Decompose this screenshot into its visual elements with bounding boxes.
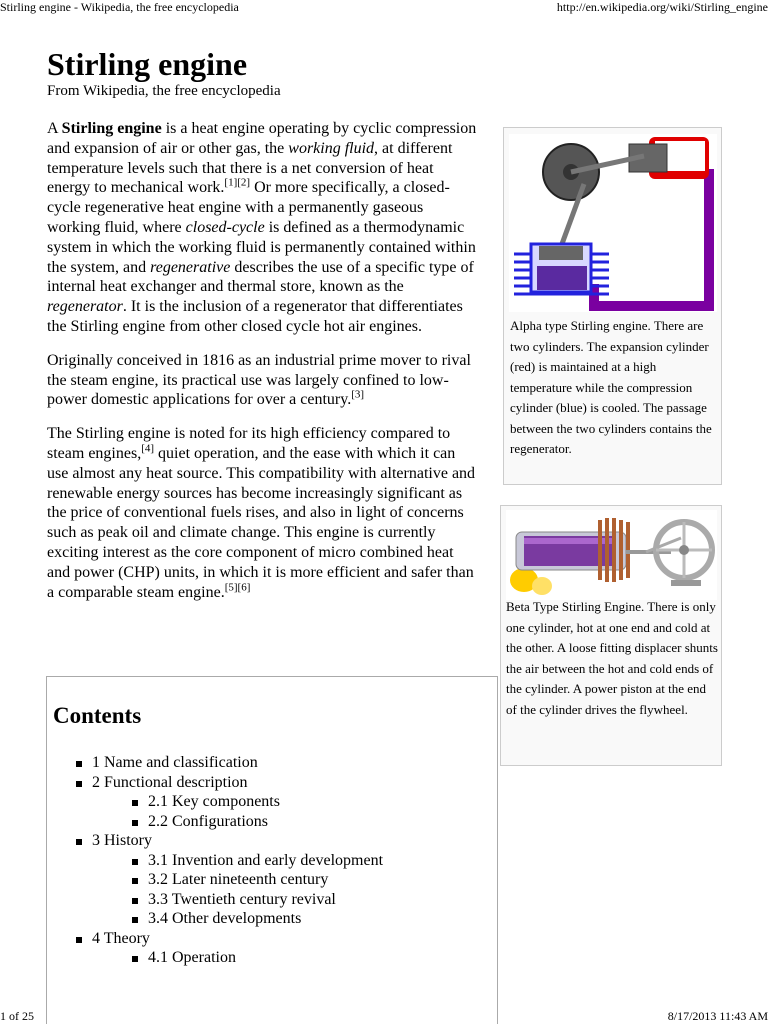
toc-sublist [92,792,383,831]
page-subtitle: From Wikipedia, the free encyclopedia [47,83,281,99]
ref-3[interactable]: [3] [351,389,365,402]
print-datetime: 8/17/2013 11:43 AM [667,1009,768,1023]
beta-engine-image[interactable] [506,510,717,600]
ref-1[interactable]: [1] [224,177,238,190]
toc-item[interactable]: 3 History 3.1 Invention and early development 3.2 Later nineteenth century 3.3 Twentieth century revival 3.4 Other developments [75,831,383,929]
link-regenerator[interactable]: regenerator [47,298,123,316]
figure-beta-stirling [500,505,722,766]
alpha-engine-diagram [509,134,717,312]
toc-subitem[interactable]: 3.4 Other developments [131,909,383,929]
beta-engine-diagram [506,510,717,600]
toc-subitem[interactable]: 2.1 Key components [131,792,383,812]
toc-subitem[interactable]: 3.3 Twentieth century revival [131,890,383,910]
toc-item[interactable]: 4 Theory 4.1 Operation [75,929,383,968]
toc-item[interactable]: 1 Name and classification [75,753,383,773]
intro-paragraph-3: The Stirling engine is noted for its high efficiency compared to steam engines,[4] quiet operation, and the ease with which it can use almost any heat source. This compatibility with alternative and renewable energy sources has become increasingly significant as the price of conventional fuels rises, and also in light of concerns such as peak oil and climate change. This engine is currently exciting interest as the core component of micro combined heat and power (CHP) units, in which it is more efficient and safer than a comparable steam engine.[5][6] [47,425,476,601]
article-body [47,119,477,616]
figure-beta-caption: Beta Type Stirling Engine. There is only one cylinder, hot at one end and cold at the other. A loose fitting displacer shunts the air between the hot and cold ends of the cylinder. A power piston at the end of the cylinder drives the flywheel. [506,599,718,717]
page-title: Stirling engine [47,46,248,82]
ref-2[interactable]: [2] [237,177,251,190]
link-working-fluid[interactable]: working fluid [288,139,375,157]
browser-url: http://en.wikipedia.org/wiki/Stirling_engine [556,0,768,14]
alpha-engine-image[interactable] [509,134,717,312]
toc-subitem[interactable]: 4.1 Operation [131,948,383,968]
cold-piston [539,246,583,260]
term-stirling-engine: Stirling engine [61,120,162,137]
figure-alpha-caption: Alpha type Stirling engine. There are two cylinders. The expansion cylinder (red) is maintained at a high temperature while the compression cylinder (blue) is cooled. The passage between the two cylinders contains the regenerator. [510,318,712,456]
toc-heading: Contents [53,703,142,728]
flame-icon [532,577,552,595]
cold-gas [537,266,587,290]
toc-sublist [92,851,383,929]
intro-paragraph-2: Originally conceived in 1816 as an industrial prime mover to rival the steam engine, its practical use was largely confined to low-power domestic applications for over a century.[3] [47,351,471,409]
flywheel-hub [679,545,689,555]
term-closed-cycle: closed-cycle [185,218,265,236]
ref-6[interactable]: [6] [237,581,251,594]
ref-4[interactable]: [4] [141,442,155,455]
table-of-contents [46,676,498,1024]
toc-sublist [92,948,383,968]
toc-subitem[interactable]: 3.2 Later nineteenth century [131,870,383,890]
engine-base [671,580,701,586]
toc-subitem[interactable]: 2.2 Configurations [131,812,383,832]
toc-item[interactable]: 2 Functional description 2.1 Key components 2.2 Configurations [75,773,383,832]
page-count: 1 of 25 [0,1009,34,1023]
intro-paragraph-1: A Stirling engine is a heat engine operating by cyclic compression and expansion of air or other gas, the working fluid, at different temperature levels such that there is a net conversion of heat energy to mechanical work.[1][2] Or more specifically, a closed-cycle regenerative heat engine with a permanently gaseous working fluid, where closed-cycle is defined as a thermodynamic system in which the working fluid is permanently contained within the system, and regenerative describes the use of a specific type of internal heat exchanger and thermal store, known as the regenerator. It is the inclusion of a regenerator that differentiates the Stirling engine from other closed cycle hot air engines. [47,120,477,335]
toc-subitem[interactable]: 3.1 Invention and early development [131,851,383,871]
ref-5[interactable]: [5] [224,581,238,594]
figure-alpha-stirling [503,127,722,485]
browser-page-title: Stirling engine - Wikipedia, the free encyclopedia [0,0,239,14]
regenerator-passage [594,174,709,306]
toc-list [75,753,383,968]
term-regenerative: regenerative [150,258,231,276]
